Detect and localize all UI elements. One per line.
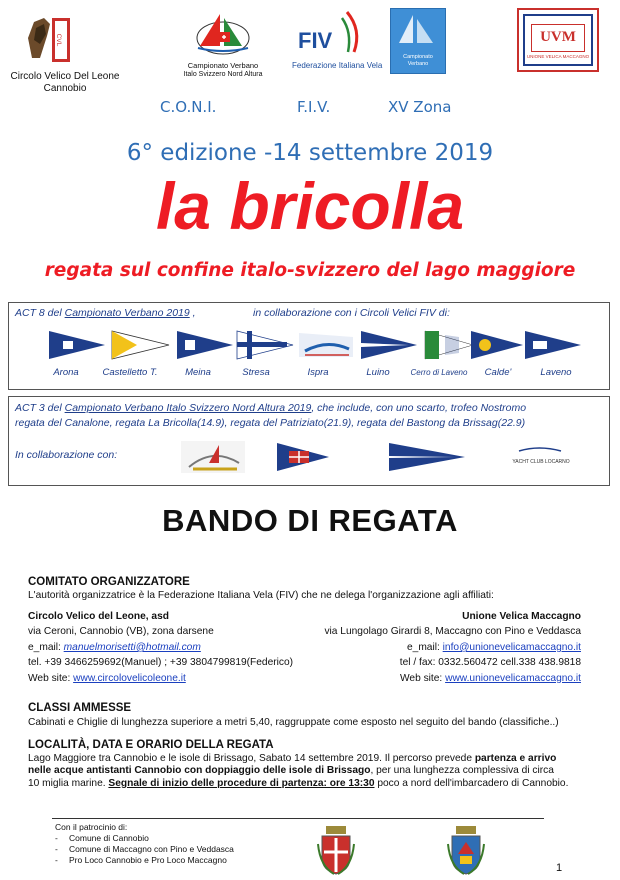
verbano-logo (178, 10, 268, 79)
fiv-logo (292, 8, 382, 70)
comitato-title: COMITATO ORGANIZZATORE (28, 576, 190, 588)
act3-link[interactable]: Campionato Verbano Italo Svizzero Nord Altura 2019 (64, 402, 312, 414)
club-cerro: Cerro di Laveno (410, 368, 468, 377)
arona-burgee-icon (49, 331, 105, 359)
localita-p1-bold: partenza e arrivo (474, 753, 557, 764)
cerro-burgee-icon (425, 331, 473, 359)
coni-label: C.O.N.I. (160, 98, 217, 116)
org-right-email[interactable]: info@unionevelicamaccagno.it (442, 641, 581, 653)
luino-burgee-icon (361, 331, 417, 359)
footer-divider (52, 818, 544, 819)
partner-club-1-icon (181, 441, 245, 473)
patronage-title: Con il patrocinio di: (55, 822, 128, 832)
org-left-web[interactable]: www.circolovelicoleone.it (73, 672, 186, 684)
club-luino: Luino (366, 367, 390, 378)
fiv-label: F.I.V. (297, 98, 331, 116)
org-left-name: Circolo Velico del Leone, asd (28, 611, 169, 622)
calde-burgee-icon (471, 331, 523, 359)
act3-line2: regata del Canalone, regata La Bricolla(14.9), regata del Patriziato(21.9), regata del Bastong da Brissag(22.9) (15, 417, 526, 429)
bando-title: BANDO DI REGATA (162, 503, 458, 538)
laveno-burgee-icon (525, 331, 581, 359)
localita-p2: , per una lunghezza complessiva di circa (370, 765, 554, 777)
ispra-burgee-icon (299, 333, 353, 357)
org-right-name: Unione Velica Maccagno (462, 611, 581, 622)
localita-p1: Lago Maggiore tra Cannobio e le isole di Brissago, Sabato 14 settembre 2019. Il percorso prevede (28, 753, 475, 764)
org-right-tel: tel / fax: 0332.560472 cell.338 438.9818 (399, 657, 581, 669)
classi-title: CLASSI AMMESSE (28, 702, 132, 714)
fiv-sail-icon (292, 8, 382, 56)
localita-title: LOCALITÀ, DATA E ORARIO DELLA REGATA (28, 739, 274, 751)
org-right-address: via Lungolago Girardi 8, Maccagno con Pino e Veddasca (324, 626, 581, 638)
fiv-caption: Federazione Italiana Vela (292, 61, 383, 70)
partner-logos (169, 437, 589, 477)
club-stresa: Stresa (242, 367, 270, 378)
meduse-logo (390, 8, 446, 74)
partner-club-3-icon (389, 443, 465, 471)
act3-collab: In collaborazione con: (15, 449, 118, 461)
club-laveno: Laveno (540, 367, 572, 378)
maccagno-crest-icon (446, 824, 486, 878)
club-calde: Calde' (484, 367, 512, 378)
stresa-burgee-icon (237, 331, 293, 359)
act8-box (8, 302, 610, 390)
cannobio-crest-icon (316, 824, 356, 876)
org-right (300, 611, 581, 685)
localita-p3-bold: Segnale di inizio delle procedure di partenza: ore 13:30 (108, 777, 375, 789)
verbano-caption-2: Italo Svizzero Nord Altura (183, 71, 263, 78)
org-left-tel: tel. +39 3466259692(Manuel) ; +39 3804799819(Federico) (28, 657, 294, 669)
localita-p2-bold: nelle acque antistanti Cannobio con doppiaggio delle isole di Brissago (28, 765, 371, 777)
subtitle: regata sul confine italo-svizzero del lago maggiore (44, 260, 576, 281)
act8-suffix: , (189, 307, 196, 319)
patronage-item-2: Comune di Maccagno con Pino e Veddasca (69, 844, 234, 854)
cvl-badge-icon (14, 14, 104, 66)
club-ispra: Ispra (307, 367, 329, 378)
localita-text (28, 753, 598, 790)
club-left-name: Circolo Velico Del Leone (10, 71, 120, 82)
org-right-web-label: Web site: (399, 672, 446, 684)
patronage-item-3: Pro Loco Cannobio e Pro Loco Maccagno (69, 855, 227, 865)
club-left-city: Cannobio (43, 83, 87, 94)
club-castelletto: Castelletto T. (102, 367, 158, 378)
org-left (28, 611, 328, 685)
act3-suffix: , che include, con uno scarto, trofeo Nostromo (311, 402, 527, 414)
edition-title: 6° edizione -14 settembre 2019 (126, 140, 494, 166)
uvm-logo (517, 8, 599, 72)
org-left-email[interactable]: manuelmorisetti@hotmail.com (63, 641, 201, 653)
castelletto-burgee-icon (112, 331, 169, 359)
page-number: 1 (556, 862, 563, 874)
act3-prefix: ACT 3 del (15, 402, 65, 414)
meina-burgee-icon (177, 331, 233, 359)
cvl-logo (10, 14, 120, 95)
org-left-web-label: Web site: (28, 672, 74, 684)
patronage: Con il patrocinio di: - Comune di Cannobio - Comune di Maccagno con Pino e Veddasca - Pro Loco Cannobio e Pro Loco Maccagno (55, 822, 234, 865)
org-left-address: via Ceroni, Cannobio (VB), zona darsene (28, 626, 214, 638)
zona-label: XV Zona (388, 98, 452, 116)
club-meina: Meina (185, 367, 211, 378)
club-arona: Arona (53, 367, 79, 378)
verbano-caption-1: Campionato Verbano (187, 61, 259, 70)
club-burgees (9, 323, 609, 363)
yacht-club-text: YACHT CLUB LOCARNO (512, 459, 570, 465)
act8-prefix: ACT 8 del (15, 307, 65, 319)
badge-letters: CVL (55, 33, 62, 47)
act3-box (8, 396, 610, 486)
patronage-item-1: Comune di Cannobio (69, 833, 149, 843)
org-right-email-label: e_mail: (406, 641, 443, 653)
org-right-web[interactable]: www.unionevelicamaccagno.it (445, 672, 581, 684)
sailboat-emblem-icon (178, 10, 268, 56)
localita-p3-end: poco a nord dell'imbarcadero di Cannobio. (374, 777, 569, 789)
act8-text (15, 307, 196, 319)
act3-line1 (15, 402, 526, 414)
sail-silhouette-icon (391, 9, 445, 49)
partner-club-2-icon (277, 443, 329, 471)
main-title: la bricolla (155, 169, 465, 243)
uvm-text: UVM (540, 29, 576, 45)
act8-link[interactable]: Campionato Verbano 2019 (64, 307, 190, 319)
act8-collab: in collaborazione con i Circoli Velici FIV di: (253, 307, 450, 319)
classi-text: Cabinati e Chiglie di lunghezza superiore a metri 5,40, raggruppate come esposto nel seguito del bando (classifiche..) (28, 717, 559, 728)
comitato-intro: L'autorità organizzatrice è la Federazione Italiana Vela (FIV) che ne delega l'organizzazione agli affiliati: (28, 590, 494, 601)
meduse-text: Campionato Verbano (403, 54, 433, 67)
fiv-logo-text: FIV (298, 28, 333, 53)
org-left-email-label: e_mail: (28, 641, 64, 653)
localita-p3: 10 miglia marine. (28, 777, 109, 789)
yacht-club-logo (512, 448, 569, 465)
uvm-subtext: UNIONE VELICA MACCAGNO (526, 54, 590, 59)
